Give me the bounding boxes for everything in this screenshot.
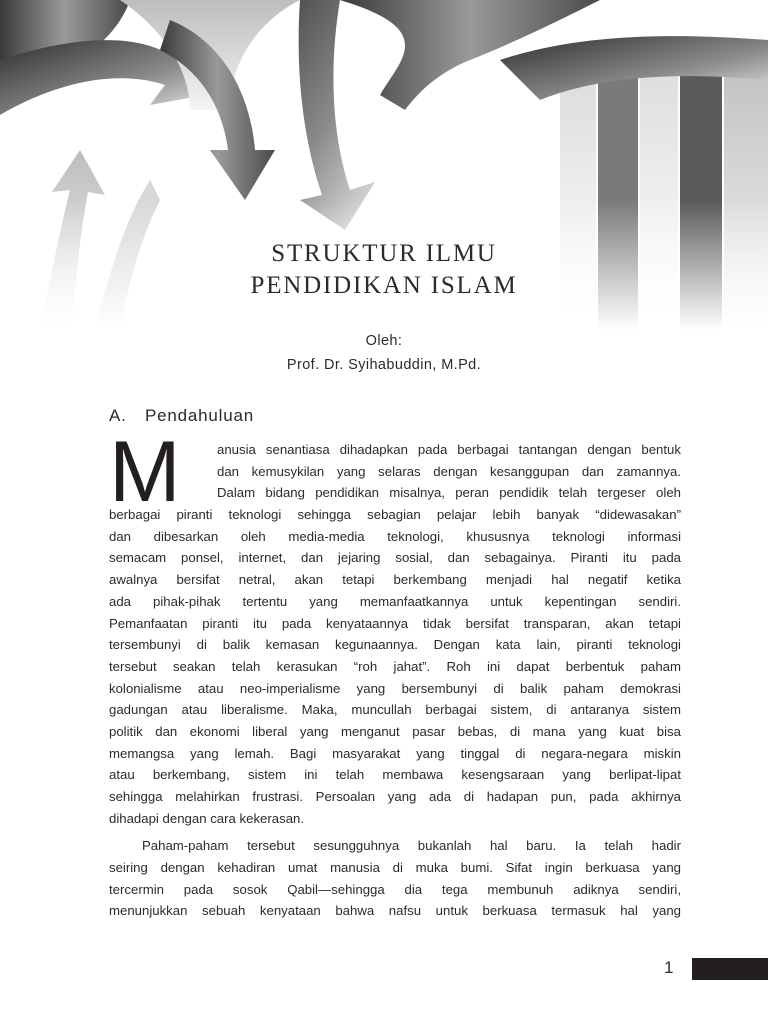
paragraph-line: semacam ponsel, internet, dan jejaring sosial, dan sebagainya. Piranti itu pada [109, 550, 681, 566]
document-title [0, 238, 768, 302]
paragraph-line: Dalam bidang pendidikan misalnya, peran pendidik telah tergeser oleh [217, 485, 681, 501]
byline-label: Oleh: [365, 333, 403, 349]
page-number: 1 [664, 958, 674, 977]
paragraph-line: politik dan ekonomi liberal yang menganut pasar bebas, di mana yang kuat bisa [109, 723, 681, 739]
paragraph-line: Paham-paham tersebut sesungguhnya bukanlah hal baru. Ia telah hadir [142, 838, 681, 854]
paragraph-line: tercermin pada sosok Qabil—sehingga dia tega membunuh adiknya sendiri, [109, 881, 681, 897]
section-heading [109, 406, 254, 426]
paragraph-line: dihadapi dengan cara kekerasan. [109, 810, 305, 826]
body-text [109, 439, 681, 922]
paragraph-line: tersebut seakan telah kerasukan “roh jahat”. Roh ini dapat berbentuk paham [109, 658, 681, 674]
paragraph-line: tersembunyi di balik kemasan kegunaannya. Dengan kata lain, piranti teknologi [109, 637, 681, 653]
paragraph-line: dan kemusykilan yang selaras dengan kesanggupan dan zamannya. [217, 463, 681, 479]
title-line-2: PENDIDIKAN ISLAM [250, 272, 518, 299]
paragraph-line: menunjukkan sebuah kenyataan bahwa nafsu untuk berkuasa termasuk hal yang [109, 903, 681, 919]
paragraph-line: seiring dengan kehadiran umat manusia di muka bumi. Sifat ingin berkuasa yang [109, 860, 681, 876]
drop-cap: M [109, 424, 179, 520]
paragraph-line: berbagai piranti teknologi sehingga sebagian pelajar lebih banyak “didewasakan” [109, 507, 681, 523]
author-name: Prof. Dr. Syihabuddin, M.Pd. [286, 357, 482, 373]
title-line-1: STRUKTUR ILMU [271, 240, 497, 267]
paragraph-line: ada pihak-pihak tertentu yang memanfaatkannya untuk kepentingan sendiri. [109, 593, 681, 609]
paragraph-line: kolonialisme atau neo-imperialisme yang bersembunyi di balik paham demokrasi [109, 680, 681, 696]
paragraph-line: anusia senantiasa dihadapkan pada berbagai tantangan dengan bentuk [217, 442, 681, 457]
paragraph-line: awalnya bersifat netral, akan tetapi berkembang menjadi hal negatif ketika [109, 572, 681, 588]
paragraph-line: gadungan atau liberalisme. Maka, muncullah berbagai sistem, di antaranya sistem [109, 702, 681, 718]
byline [0, 329, 768, 377]
paragraph-line: atau berkembang, sistem ini telah membawa kesengsaraan yang berlipat-lipat [109, 767, 681, 783]
paragraph-line: memangsa yang lemah. Bagi masyarakat yang tinggal di negara-negara miskin [109, 745, 681, 761]
paragraph-line: Pemanfaatan piranti itu pada kenyataannya tidak bersifat transparan, akan tetapi [109, 615, 681, 631]
paragraph-line: dan dibesarkan oleh media-media teknologi, khususnya teknologi informasi [109, 528, 681, 544]
page-number-bar [692, 958, 768, 980]
section-number: A. [109, 406, 127, 425]
paragraph-line: sehingga melahirkan frustrasi. Persoalan yang ada di hadapan pun, pada akhirnya [109, 789, 681, 804]
section-title: Pendahuluan [145, 406, 255, 425]
